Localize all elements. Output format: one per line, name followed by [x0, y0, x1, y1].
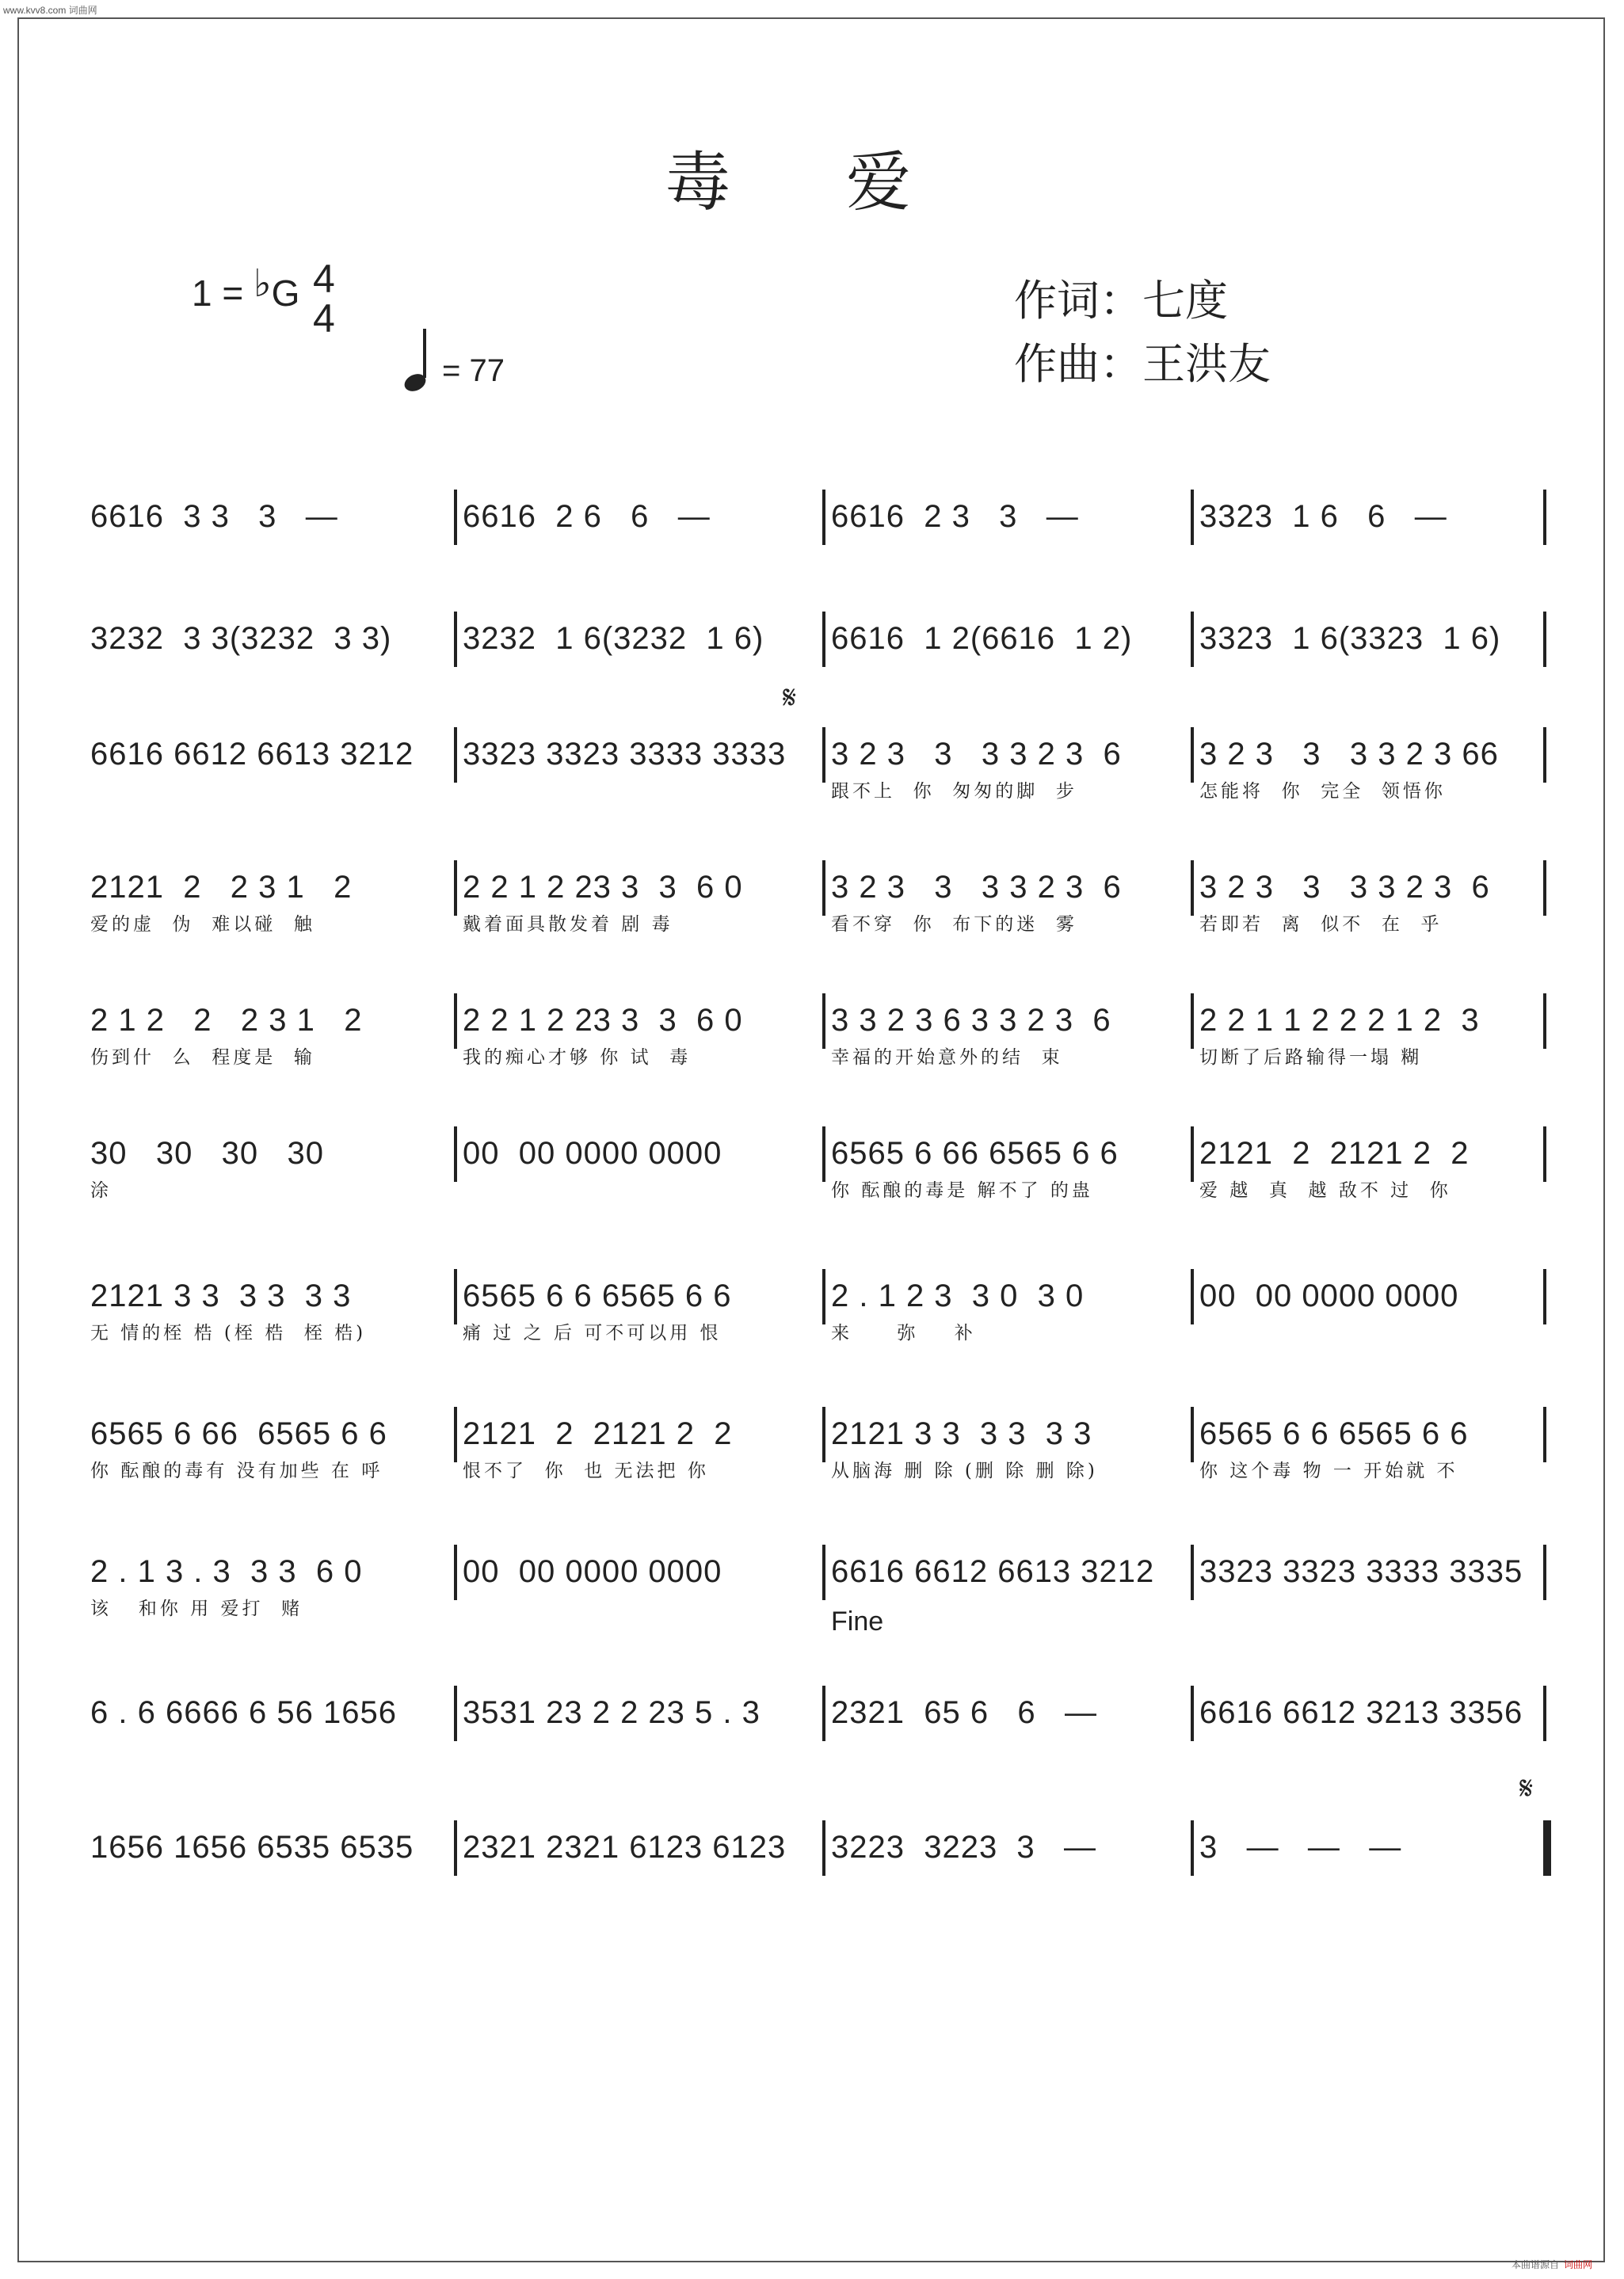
barline	[822, 1269, 825, 1324]
barline	[822, 490, 825, 545]
key-prefix: 1 =	[192, 272, 244, 314]
score-row	[86, 612, 1543, 718]
measure-notes: 6616 3 3 3 —	[90, 499, 338, 534]
barline	[454, 993, 457, 1049]
score-row	[86, 1126, 1543, 1233]
measure-notes: 2121 3 3 3 3 3 3	[90, 1279, 352, 1313]
watermark-right	[1611, 24, 1622, 2258]
credits	[1014, 269, 1271, 396]
tempo-marking	[404, 329, 505, 391]
score-row	[86, 1407, 1543, 1514]
barline	[1191, 1126, 1194, 1182]
measure-notes: 1656 1656 6535 6535	[90, 1830, 414, 1865]
measure-notes: 2 1 2 2 2 3 1 2	[90, 1003, 363, 1038]
measure-notes: 6616 6612 6613 3212	[90, 737, 414, 772]
measure-notes: 3 2 3 3 3 3 2 3 66	[1199, 737, 1499, 772]
barline	[1191, 993, 1194, 1049]
song-title: 毒 爱	[665, 145, 959, 220]
measure-notes: 6616 2 6 6 —	[463, 499, 711, 534]
score-row	[86, 490, 1543, 596]
measure	[1195, 1545, 1543, 1652]
measure-notes: 2121 2 2 3 1 2	[90, 870, 353, 905]
measure-notes: 3323 3323 3333 3335	[1199, 1554, 1523, 1589]
measure	[458, 1820, 822, 1927]
barline	[1543, 490, 1546, 545]
barline	[822, 1545, 825, 1600]
measure	[826, 490, 1191, 596]
time-signature-bottom: 4	[313, 296, 335, 341]
final-barline	[1543, 1820, 1551, 1876]
score-row	[86, 1269, 1543, 1376]
measure	[826, 1269, 1191, 1376]
barline	[822, 1126, 825, 1182]
barline	[1191, 1686, 1194, 1741]
barline	[454, 1407, 457, 1462]
measure-lyrics: 恨不了 你 也 无法把 你	[463, 1461, 709, 1481]
measure-notes: 6 . 6 6666 6 56 1656	[90, 1695, 397, 1730]
barline	[822, 1686, 825, 1741]
barline	[822, 612, 825, 667]
measure-notes: 00 00 0000 0000	[463, 1554, 722, 1589]
score-row	[86, 993, 1543, 1100]
measure	[458, 1407, 822, 1514]
barline	[822, 727, 825, 783]
tempo-value: = 77	[442, 353, 505, 388]
measure	[458, 1269, 822, 1376]
measure-notes: 3 — — —	[1199, 1830, 1402, 1865]
composer: 作曲：王洪友	[1014, 339, 1271, 389]
measure-notes: 00 00 0000 0000	[463, 1136, 722, 1171]
barline	[1543, 1686, 1546, 1741]
barline	[1191, 1545, 1194, 1600]
measure-notes: 2321 65 6 6 —	[831, 1695, 1097, 1730]
barline	[1543, 860, 1546, 916]
measure	[458, 1686, 822, 1793]
barline	[1543, 1545, 1546, 1600]
measure-notes: 3 2 3 3 3 3 2 3 6	[1199, 870, 1490, 905]
measure-lyrics: 你 酝酿的毒是 解不了 的蛊	[831, 1180, 1093, 1201]
measure-lyrics: 戴着面具散发着 剧 毒	[463, 914, 673, 935]
measure-notes: 3223 3223 3 —	[831, 1830, 1097, 1865]
measure	[826, 1126, 1191, 1233]
barline	[454, 490, 457, 545]
measure	[86, 727, 454, 834]
barline	[1191, 1407, 1194, 1462]
barline	[822, 860, 825, 916]
measure-lyrics: 幸福的开始意外的结 束	[831, 1047, 1063, 1068]
measure-lyrics: 爱的虚 伪 难以碰 触	[90, 914, 315, 935]
measure-lyrics: 涂	[90, 1180, 112, 1201]
measure	[1195, 727, 1543, 834]
barline	[454, 1545, 457, 1600]
barline	[1191, 727, 1194, 783]
measure	[86, 993, 454, 1100]
fine-marking: Fine	[831, 1606, 884, 1637]
measure	[86, 860, 454, 967]
measure	[458, 860, 822, 967]
measure-notes: 3531 23 2 2 23 5 . 3	[463, 1695, 761, 1730]
footer	[1512, 2258, 1592, 2271]
barline	[1543, 993, 1546, 1049]
measure-notes: 6565 6 66 6565 6 6	[831, 1136, 1119, 1171]
measure-notes: 2 . 1 2 3 3 0 3 0	[831, 1279, 1085, 1313]
measure-notes: 6616 6612 6613 3212	[831, 1554, 1155, 1589]
site-url: www.kvv8.com 词曲网	[3, 5, 97, 16]
measure-notes: 2321 2321 6123 6123	[463, 1830, 787, 1865]
measure-lyrics: 你 酝酿的毒有 没有加些 在 呼	[90, 1461, 383, 1481]
barline	[454, 1126, 457, 1182]
barline	[1543, 612, 1546, 667]
measure	[1195, 1686, 1543, 1793]
measure-lyrics: 来 弥 补	[831, 1323, 976, 1343]
measure	[458, 727, 822, 834]
measure-lyrics: 我的痴心才够 你 试 毒	[463, 1047, 692, 1068]
barline	[1191, 1820, 1194, 1876]
score-row	[86, 860, 1543, 967]
barline	[454, 1269, 457, 1324]
measure-lyrics: 你 这个毒 物 一 开始就 不	[1199, 1461, 1458, 1481]
measure-notes: 3 2 3 3 3 3 2 3 6	[831, 737, 1122, 772]
barline	[1191, 860, 1194, 916]
measure-notes: 6565 6 66 6565 6 6	[90, 1416, 387, 1451]
key-signature	[192, 261, 299, 314]
measure	[86, 1407, 454, 1514]
measure-notes: 2 2 1 2 23 3 3 6 0	[463, 1003, 743, 1038]
measure-notes: 6565 6 6 6565 6 6	[463, 1279, 732, 1313]
measure	[1195, 993, 1543, 1100]
barline	[1543, 1407, 1546, 1462]
measure	[826, 612, 1191, 718]
measure-lyrics: 痛 过 之 后 可不可以用 恨	[463, 1323, 722, 1343]
barline	[454, 1820, 457, 1876]
measure-notes: 2 2 1 1 2 2 2 1 2 3	[1199, 1003, 1480, 1038]
measure-lyrics: 该 和你 用 爱打 赌	[90, 1599, 303, 1619]
measure	[826, 1545, 1191, 1652]
measure-notes: 3 3 2 3 6 3 3 2 3 6	[831, 1003, 1111, 1038]
measure-notes: 3323 3323 3333 3333	[463, 737, 787, 772]
measure	[86, 1269, 454, 1376]
measure-notes: 3323 1 6 6 —	[1199, 499, 1447, 534]
measure	[458, 612, 822, 718]
measure	[1195, 1126, 1543, 1233]
measure-notes: 3323 1 6(3323 1 6)	[1199, 621, 1501, 656]
measure	[826, 1820, 1191, 1927]
measure-notes: 3232 1 6(3232 1 6)	[463, 621, 764, 656]
footer-brand: 词曲网	[1563, 2259, 1592, 2270]
footer-text: 本曲谱源自	[1511, 2259, 1559, 2270]
barline	[1191, 1269, 1194, 1324]
measure-notes: 6565 6 6 6565 6 6	[1199, 1416, 1469, 1451]
measure-lyrics: 若即若 离 似不 在 乎	[1199, 914, 1443, 935]
measure	[826, 993, 1191, 1100]
barline	[454, 860, 457, 916]
flat-icon: ♭	[254, 261, 272, 306]
measure	[458, 1545, 822, 1652]
measure-notes: 2121 2 2121 2 2	[1199, 1136, 1470, 1171]
measure-notes: 00 00 0000 0000	[1199, 1279, 1459, 1313]
measure-notes: 6616 6612 3213 3356	[1199, 1695, 1523, 1730]
measure-notes: 6616 1 2(6616 1 2)	[831, 621, 1133, 656]
measure	[458, 993, 822, 1100]
barline	[1543, 1269, 1546, 1324]
measure	[1195, 490, 1543, 596]
time-signature	[313, 257, 335, 341]
measure-notes: 2 . 1 3 . 3 3 3 6 0	[90, 1554, 363, 1589]
score-row	[86, 727, 1543, 834]
barline	[1191, 490, 1194, 545]
measure-lyrics: 切断了后路输得一塌 糊	[1199, 1047, 1423, 1068]
barline	[1543, 727, 1546, 783]
measure	[826, 1407, 1191, 1514]
barline	[1191, 612, 1194, 667]
barline	[822, 1407, 825, 1462]
measure	[458, 1126, 822, 1233]
measure	[86, 1126, 454, 1233]
measure	[1195, 1820, 1543, 1927]
measure	[86, 1820, 454, 1927]
measure-notes: 2121 2 2121 2 2	[463, 1416, 733, 1451]
measure	[1195, 1407, 1543, 1514]
measure	[1195, 1269, 1543, 1376]
measure	[826, 860, 1191, 967]
measure	[86, 1686, 454, 1793]
measure	[86, 490, 454, 596]
score-row	[86, 1545, 1543, 1652]
measure-lyrics: 看不穿 你 布下的迷 雾	[831, 914, 1077, 935]
quarter-note-icon	[404, 329, 428, 391]
score-row	[86, 1820, 1543, 1927]
measure-notes: 3232 3 3(3232 3 3)	[90, 621, 392, 656]
measure-notes: 6616 2 3 3 —	[831, 499, 1079, 534]
measure	[1195, 612, 1543, 718]
measure-notes: 30 30 30 30	[90, 1136, 324, 1171]
key-note: G	[271, 272, 300, 314]
segno-icon: 𝄋	[783, 680, 797, 716]
measure-notes: 2 2 1 2 23 3 3 6 0	[463, 870, 743, 905]
measure	[826, 727, 1191, 834]
measure-notes: 2121 3 3 3 3 3 3	[831, 1416, 1092, 1451]
barline	[1543, 1126, 1546, 1182]
measure-lyrics: 跟不上 你 匆匆的脚 步	[831, 781, 1077, 802]
measure-lyrics: 从脑海 删 除 (删 除 删 除)	[831, 1461, 1098, 1481]
measure-lyrics: 爱 越 真 越 敌不 过 你	[1199, 1180, 1451, 1201]
barline	[454, 727, 457, 783]
barline	[822, 993, 825, 1049]
segno-icon: 𝄋	[1519, 1770, 1534, 1807]
time-signature-top: 4	[313, 257, 335, 301]
measure-lyrics: 伤到什 么 程度是 输	[90, 1047, 315, 1068]
score-row	[86, 1686, 1543, 1793]
measure	[458, 490, 822, 596]
measure	[826, 1686, 1191, 1793]
barline	[454, 612, 457, 667]
measure-lyrics: 怎能将 你 完全 领悟你	[1199, 781, 1446, 802]
watermark-left	[2, 24, 13, 2258]
measure	[1195, 860, 1543, 967]
measure-notes: 3 2 3 3 3 3 2 3 6	[831, 870, 1122, 905]
measure	[86, 1545, 454, 1652]
measure-lyrics: 无 情的桎 梏 (桎 梏 桎 梏)	[90, 1323, 367, 1343]
barline	[822, 1820, 825, 1876]
lyricist: 作词：七度	[1014, 276, 1228, 326]
measure	[86, 612, 454, 718]
barline	[454, 1686, 457, 1741]
